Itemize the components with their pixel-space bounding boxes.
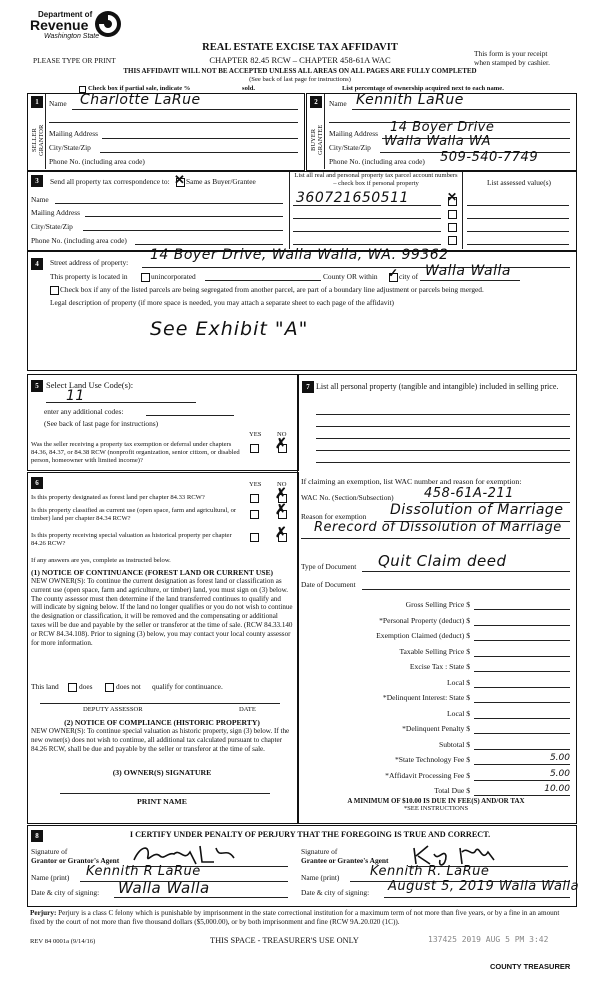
current-use-yes-checkbox[interactable]	[250, 510, 259, 519]
document-date-label: Date of Document	[301, 580, 356, 589]
grantor-date-label: Date & city of signing:	[31, 888, 100, 897]
owner-signature-line[interactable]	[60, 793, 270, 794]
print-name-label: PRINT NAME	[137, 797, 187, 806]
section-1-number: 1	[31, 96, 43, 108]
fee-label: *Delinquent Penalty $	[402, 724, 470, 733]
buyer-name-value: Kennith LaRue	[356, 92, 464, 108]
grantee-date-line	[384, 897, 570, 898]
current-use-no-check-mark: ✗	[275, 503, 287, 518]
seller-phone-label: Phone No. (including area code)	[49, 157, 145, 166]
grantee-name-label: Name (print)	[301, 873, 340, 882]
section-4-number: 4	[31, 258, 43, 270]
notice-continuance-title: (1) NOTICE OF CONTINUANCE (FOREST LAND OR CURRENT USE)	[31, 568, 274, 577]
fee-label: Exemption Claimed (deduct) $	[376, 631, 470, 640]
section-3-divider	[289, 172, 290, 249]
additional-codes-line[interactable]	[146, 415, 234, 416]
grantor-signature-label-1: Signature of	[31, 847, 68, 856]
personal-property-line-1[interactable]	[316, 414, 570, 415]
fee-line[interactable]	[474, 780, 570, 781]
document-type-value: Quit Claim deed	[378, 552, 507, 570]
personal-property-checkbox-4[interactable]	[448, 236, 457, 245]
deputy-assessor-line[interactable]	[40, 703, 280, 704]
buyer-phone-value: 509-540-7749	[440, 150, 539, 165]
assessed-line-2[interactable]	[467, 218, 569, 219]
seller-name-line	[72, 109, 298, 110]
section-7-number: 7	[302, 381, 314, 393]
notice-compliance-body: NEW OWNER(S): To continue special valuation as historic property, sign (3) below. If the new owner(s) does not wish to continue, all additional tax calculated pursuant to chapter 84.26 RCW, shall be due and payable by the seller or transferor at the time of sale.	[31, 727, 290, 753]
treasurer-space-label: THIS SPACE - TREASURER'S USE ONLY	[210, 936, 359, 945]
deputy-assessor-label: DEPUTY ASSESSOR	[83, 706, 143, 713]
section-1-side-rule	[45, 94, 46, 169]
does-label: does	[79, 682, 93, 691]
grantee-signature-label-2: Grantee or Grantee's Agent	[301, 856, 389, 865]
historical-no-check-mark: ✗	[275, 526, 287, 541]
personal-property-checkbox-2[interactable]	[448, 210, 457, 219]
reason-line-2	[301, 538, 570, 539]
grantee-name-value: Kennith R. LaRue	[370, 864, 490, 879]
fee-line[interactable]	[474, 640, 570, 641]
county-treasurer-label: COUNTY TREASURER	[490, 962, 571, 971]
certify-statement: I CERTIFY UNDER PENALTY OF PERJURY THAT THE FOREGOING IS TRUE AND CORRECT.	[129, 830, 491, 839]
legal-description-value: See Exhibit "A"	[150, 318, 309, 340]
personal-property-line-4[interactable]	[316, 450, 570, 451]
buyer-phone-label: Phone No. (including area code)	[329, 157, 425, 166]
instructions-note: (See back of last page for instructions)	[249, 76, 351, 83]
fee-line[interactable]	[474, 733, 570, 734]
fee-label: Local $	[447, 677, 470, 687]
section-8-number: 8	[31, 830, 43, 842]
seller-side-label: SELLER GRANTOR	[31, 124, 45, 156]
fee-line[interactable]	[474, 749, 570, 750]
fee-line[interactable]	[474, 718, 570, 719]
fee-line[interactable]	[474, 609, 570, 610]
buyer-name-label: Name	[329, 99, 347, 108]
seller-name-value: Charlotte LaRue	[80, 92, 201, 108]
seller-name-label: Name	[49, 99, 67, 108]
unincorporated-label: unincorporated	[151, 272, 196, 281]
exemption-yes-checkbox[interactable]	[250, 444, 259, 453]
personal-property-line-2[interactable]	[316, 426, 570, 427]
grantor-signature-label-2: Grantor or Grantor's Agent	[31, 856, 120, 865]
section-3-divider-2	[462, 172, 463, 249]
form-number: REV 84 0001a (9/14/16)	[30, 938, 96, 945]
buyer-mailing-value: 14 Boyer Drive	[390, 120, 495, 135]
personal-property-line-5[interactable]	[316, 462, 570, 463]
grantee-date-label: Date & city of signing:	[301, 888, 370, 897]
seller-name-line-2	[49, 122, 298, 123]
exemption-question: Was the seller receiving a property tax exemption or deferral under chapters 84.36, 84.37, or 84.38 RCW (nonprofit organization, senior citizen, or disabled person, homeowner with limited income)?	[31, 441, 240, 464]
section-5-yes: YES	[249, 431, 262, 438]
section-6-number: 6	[31, 477, 43, 489]
fee-label: Local $	[447, 708, 470, 718]
land-use-label: Select Land Use Code(s):	[46, 380, 134, 390]
county-or-within-label: County OR within	[323, 272, 378, 281]
grantor-date-value: Walla Walla	[118, 879, 210, 897]
logo-dept-line1: Department of	[38, 10, 93, 19]
personal-property-checkbox-3[interactable]	[448, 223, 457, 232]
fee-line[interactable]	[474, 656, 570, 657]
corr-city-line[interactable]	[83, 230, 283, 231]
minimum-fee-note: A MINIMUM OF $10.00 IS DUE IN FEE(S) AND/OR TAX	[347, 797, 525, 805]
forest-no-check-mark: ✗	[275, 487, 287, 502]
assessed-line-4[interactable]	[467, 244, 569, 245]
receipt-note-2: when stamped by cashier.	[474, 58, 550, 67]
logo-dept-line2: Revenue	[30, 17, 89, 33]
legal-description-label: Legal description of property (if more space is needed, you may attach a separate sheet to each page of the affidavit)	[50, 298, 394, 307]
city-of-label: city of	[399, 272, 419, 281]
city-of-check-mark: ✓	[388, 266, 399, 280]
segregation-note: Check box if any of the listed parcels are being segregated from another parcel, are part of a boundary line adjustment or parcels being merged.	[60, 285, 484, 294]
land-use-value: 11	[66, 388, 85, 404]
county-line[interactable]	[205, 280, 321, 281]
fee-label: *Personal Property (deduct) $	[379, 615, 470, 625]
parcel-line-3	[293, 231, 441, 232]
fee-label: Subtotal $	[438, 739, 470, 749]
buyer-mailing-label: Mailing Address	[329, 129, 379, 138]
section-6-yes: YES	[249, 481, 262, 488]
perjury-text: Perjury is a class C felony which is punishable by imprisonment in the state correctional institution for a maximum term of not more than five years, or by a fine in an amount fixed by the court of not more than five thousand dollars ($5,000.00), or by both imprisonment and fine (RCW 9A.20.020 (1C)).	[30, 909, 560, 926]
perjury-label: Perjury:	[30, 909, 57, 917]
personal-property-line-3[interactable]	[316, 438, 570, 439]
wac-label: WAC No. (Section/Subsection)	[301, 493, 394, 502]
forest-land-question: Is this property designated as forest land per chapter 84.33 RCW?	[31, 494, 205, 501]
department-logo	[30, 10, 125, 50]
reason-label: Reason for exemption	[301, 512, 367, 521]
parcel-line-1	[293, 205, 441, 206]
city-of-line	[420, 280, 520, 281]
does-not-label: does not	[116, 682, 141, 691]
fee-line[interactable]	[474, 625, 570, 626]
historical-yes-checkbox[interactable]	[250, 533, 259, 542]
partial-sale-label: Check box if partial sale, indicate %	[88, 85, 191, 92]
fee-line[interactable]	[474, 702, 570, 703]
section-5-number: 5	[31, 380, 43, 392]
grantee-date-value: August 5, 2019 Walla Walla	[388, 879, 580, 894]
personal-property-check-mark: ✕	[447, 190, 458, 204]
reason-value-line-1: Dissolution of Marriage	[390, 502, 564, 518]
this-land-label: This land	[31, 682, 59, 691]
receipt-note-1: This form is your receipt	[474, 49, 548, 58]
corr-mailing-label: Mailing Address	[31, 208, 81, 217]
personal-property-label: List all personal property (tangible and intangible) included in selling price.	[316, 382, 559, 391]
corr-phone-label: Phone No. (including area code)	[31, 236, 127, 245]
located-label: This property is located in	[50, 272, 128, 281]
seller-city-line[interactable]	[100, 152, 298, 153]
street-address-label: Street address of property:	[50, 258, 129, 267]
fee-label: Taxable Selling Price $	[399, 646, 470, 656]
document-type-label: Type of Document	[301, 562, 357, 571]
fee-value: 5.00	[549, 753, 570, 763]
notice-compliance-title: (2) NOTICE OF COMPLIANCE (HISTORIC PROPERTY)	[64, 718, 260, 727]
additional-codes-label: enter any additional codes:	[44, 407, 124, 416]
section-3-number: 3	[31, 175, 43, 187]
section-6-no: NO	[277, 481, 287, 488]
fee-line[interactable]	[474, 687, 570, 688]
forest-yes-checkbox[interactable]	[250, 494, 259, 503]
fee-value: 10.00	[544, 784, 570, 794]
fee-label: Total Due $	[434, 786, 470, 795]
document-date-line[interactable]	[362, 589, 570, 590]
city-of-value: Walla Walla	[425, 263, 511, 279]
fee-line[interactable]	[474, 671, 570, 672]
fee-label: Excise Tax : State $	[409, 662, 470, 671]
owner-signature-label: (3) OWNER(S) SIGNATURE	[112, 768, 212, 777]
assessed-line-3[interactable]	[467, 231, 569, 232]
notice-continuance-body: NEW OWNER(S): To continue the current designation as forest land or classification as current use (open space, farm and agriculture, or timber) land, you must sign on (3) below. The county assessor must then determine if the land transferred continues to qualify and will indicate by signing below. If the land no longer qualifies or you do not wish to continue the designation or classification, it will be removed and the compensating or additional taxes will be due and payable by the seller or transferor at the time of sale. (RCW 84.33.140 or RCW 84.34.108). Prior to signing (3) below, you may contact your local county assessor for more information.	[31, 577, 293, 647]
section-2-side-rule	[324, 94, 325, 169]
corr-city-label: City/State/Zip	[31, 222, 73, 231]
fee-label: Gross Selling Price $	[405, 600, 470, 609]
treasurer-stamp: 137425 2019 AUG 5 PM 3:42	[428, 935, 549, 944]
date-label: DATE	[239, 706, 256, 713]
current-use-question: Is this property classified as current use (open space, farm and agricultural, or timber) land per chapter 84.34 RCW?	[31, 507, 237, 522]
perjury-statement	[30, 909, 575, 927]
parcel-number-value: 360721650511	[296, 190, 409, 206]
historical-question: Is this property receiving special valuation as historical property per chapter 84.26 RCW?	[31, 532, 232, 547]
wac-value: 458-61A-211	[424, 486, 514, 501]
document-type-line	[362, 571, 570, 572]
completion-warning: THIS AFFIDAVIT WILL NOT BE ACCEPTED UNLESS ALL AREAS ON ALL PAGES ARE FULLY COMPLETED	[123, 67, 477, 75]
unincorporated-checkbox[interactable]	[141, 273, 150, 282]
seller-mailing-line[interactable]	[102, 138, 298, 139]
buyer-side-label: BUYER GRANTEE	[310, 124, 324, 156]
form-title: REAL ESTATE EXCISE TAX AFFIDAVIT	[202, 42, 398, 53]
logo-dept-line3: Washington State	[44, 33, 100, 40]
same-as-buyer-label: Same as Buyer/Grantee	[186, 177, 256, 186]
corr-phone-line[interactable]	[135, 244, 283, 245]
fee-label: *State Technology Fee $	[394, 755, 470, 764]
segregation-checkbox[interactable]	[50, 286, 59, 295]
send-correspondence-label: Send all property tax correspondence to:	[50, 177, 170, 186]
assessed-header: List assessed value(s)	[486, 178, 552, 187]
parcel-line-4	[293, 244, 441, 245]
land-use-instructions: (See back of last page for instructions)	[44, 419, 159, 428]
fee-line[interactable]	[474, 795, 570, 796]
revenue-swirl-icon	[94, 10, 122, 38]
see-instructions-note: *SEE INSTRUCTIONS	[403, 805, 469, 812]
corr-mailing-line[interactable]	[85, 216, 283, 217]
exemption-claim-label: If claiming an exemption, list WAC number and reason for exemption:	[301, 477, 522, 486]
does-not-checkbox[interactable]	[105, 683, 114, 692]
same-as-buyer-check-mark: ✕	[174, 172, 185, 187]
buyer-name-line	[352, 109, 570, 110]
corr-name-line[interactable]	[55, 203, 283, 204]
grantor-date-line	[114, 897, 288, 898]
fee-label: *Affidavit Processing Fee $	[385, 770, 470, 780]
section-5-no: NO	[277, 431, 287, 438]
grantor-name-value: Kennith R LaRue	[86, 864, 201, 879]
please-type-note: PLEASE TYPE OR PRINT	[33, 56, 116, 65]
if-yes-instruction: If any answers are yes, complete as instructed below.	[31, 557, 171, 564]
exemption-no-check-mark: ✗	[275, 437, 287, 452]
street-address-value: 14 Boyer Drive, Walla Walla, WA. 99362	[150, 247, 449, 263]
corr-name-label: Name	[31, 195, 49, 204]
reason-value-line-2: Rerecord of Dissolution of Marriage	[314, 520, 562, 535]
land-use-line	[46, 402, 196, 403]
assessed-line-1[interactable]	[467, 205, 569, 206]
grantor-name-label: Name (print)	[31, 873, 70, 882]
fee-label: *Delinquent Interest: State $	[382, 693, 470, 702]
buyer-city-value: Walla Walla WA	[384, 134, 491, 149]
form-chapter: CHAPTER 82.45 RCW – CHAPTER 458-61A WAC	[209, 55, 391, 65]
qualify-label: qualify for continuance.	[152, 682, 223, 691]
parcel-line-2	[293, 218, 441, 219]
fee-line[interactable]	[474, 764, 570, 765]
buyer-city-label: City/State/Zip	[329, 143, 371, 152]
fee-value: 5.00	[549, 768, 570, 779]
seller-mailing-label: Mailing Address	[49, 129, 99, 138]
section-2-number: 2	[310, 96, 322, 108]
seller-city-label: City/State/Zip	[49, 143, 91, 152]
does-checkbox[interactable]	[68, 683, 77, 692]
ownership-note: List percentage of ownership acquired next to each name.	[342, 85, 504, 92]
sold-label: sold.	[242, 85, 256, 92]
grantee-signature-label-1: Signature of	[301, 847, 338, 856]
parcel-header: List all real and personal property tax parcel account numbers – check box if personal property	[294, 172, 458, 187]
